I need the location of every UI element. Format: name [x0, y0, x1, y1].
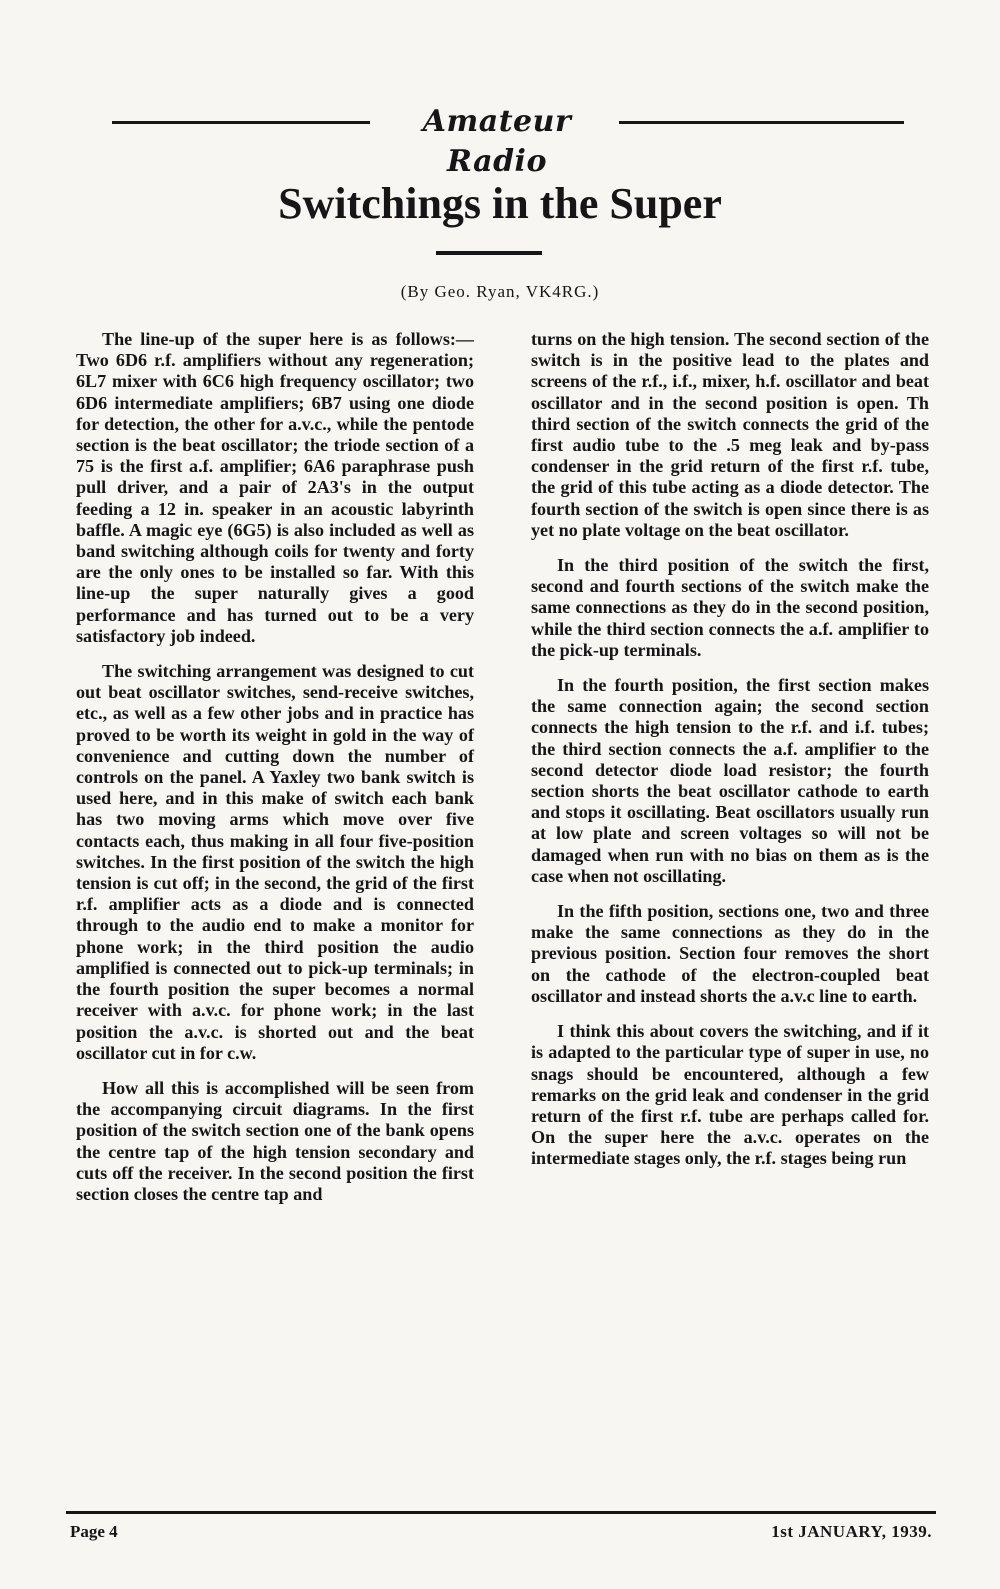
paragraph: In the fifth position, sections one, two and three make the same connections as they do in the previous position. Section four removes the short on the cathode of the electron-coupled beat oscillator and instead shorts the a.v.c line to earth. [531, 901, 929, 1006]
page-number: Page 4 [70, 1522, 118, 1541]
paragraph: The switching arrangement was designed to cut out beat oscillator switches, send-receive switches, etc., as well as a few other jobs and in practice has proved to be worth its weight in gold in the way of convenience and cutting down the number of controls on the panel. A Yaxley two bank switch is used here, and in this make of switch each bank has two moving arms which move over five contacts each, thus making in all four five-position switches. In the first position of the switch the high tension is cut off; in the second, the grid of the first r.f. amplifier acts as a diode and is connected through to the audio end to make a monitor for phone work; in the third position the audio amplified is connected out to pick-up terminals; in the fourth position the super becomes a normal receiver with a.v.c. for phone work; in the last position the a.v.c. is shorted out and the beat oscillator cut in for c.w. [76, 661, 474, 1063]
column-right [531, 329, 929, 1184]
issue-date: 1st JANUARY, 1939. [771, 1522, 932, 1541]
masthead-logo: Amateur Radio [422, 104, 572, 179]
masthead-rule-left [112, 121, 370, 124]
paragraph: I think this about covers the switching, and if it is adapted to the particular type of super in use, no snags should be encountered, although a few remarks on the grid leak and condenser in the grid return of the first r.f. tube are perhaps called for. On the super here the a.v.c. operates on the intermediate stages only, the r.f. stages being run [531, 1021, 929, 1169]
column-left [76, 329, 474, 1219]
paragraph: In the third position of the switch the first, second and fourth sections of the switch make the same connections as they do in the second position, while the third section connects the a.f. amplifier to the pick-up terminals. [531, 555, 929, 660]
title-underline [436, 251, 542, 255]
paragraph: turns on the high tension. The second section of the switch is in the positive lead to the plates and screens of the r.f., i.f., mixer, h.f. oscillator and beat oscillator and in the second position is open. Th third section of the switch connects the grid of the first audio tube to the .5 meg leak and by-pass condenser in the grid return of the first r.f. tube, the grid of this tube acting as a diode detector. The fourth section of the switch is open since there is as yet no plate voltage on the beat oscillator. [531, 329, 929, 540]
footer-rule [66, 1511, 936, 1514]
article-title: Switchings in the Super [278, 179, 722, 228]
paragraph: In the fourth position, the first section makes the same connection again; the second section connects the high tension to the r.f. and i.f. tubes; the third section connects the a.f. amplifier to the second detector diode load resistor; the fourth section shorts the beat oscillator cathode to earth and stops it oscillating. Beat oscillators usually run at low plate and screen voltages so will not be damaged when run with no bias on them as is the case when not oscillating. [531, 675, 929, 886]
paragraph: How all this is accomplished will be seen from the accompanying circuit diagrams. In the first position of the switch section one of the bank opens the centre tap of the high tension secondary and cuts off the receiver. In the second position the first section closes the centre tap and [76, 1077, 474, 1204]
masthead-rule-right [619, 121, 904, 124]
masthead [112, 102, 904, 179]
page-footer [70, 1522, 932, 1546]
paragraph: The line-up of the super here is as follows:—Two 6D6 r.f. amplifiers without any regeneration; 6L7 mixer with 6C6 high frequency oscillator; two 6D6 intermediate amplifiers; 6B7 using one diode for detection, the other for a.v.c., while the pentode section is the beat oscillator; the triode section of a 75 is the first a.f. amplifier; 6A6 paraphrase push pull driver, and a pair of 2A3's in the output feeding a 12 in. speaker in an acoustic labyrinth baffle. A magic eye (6G5) is also included as well as band switching although coils for twenty and forty are the only ones to be installed so far. With this line-up the super naturally gives a good performance and has turned out to be a very satisfactory job indeed. [76, 329, 474, 646]
article-byline: (By Geo. Ryan, VK4RG.) [400, 282, 600, 301]
